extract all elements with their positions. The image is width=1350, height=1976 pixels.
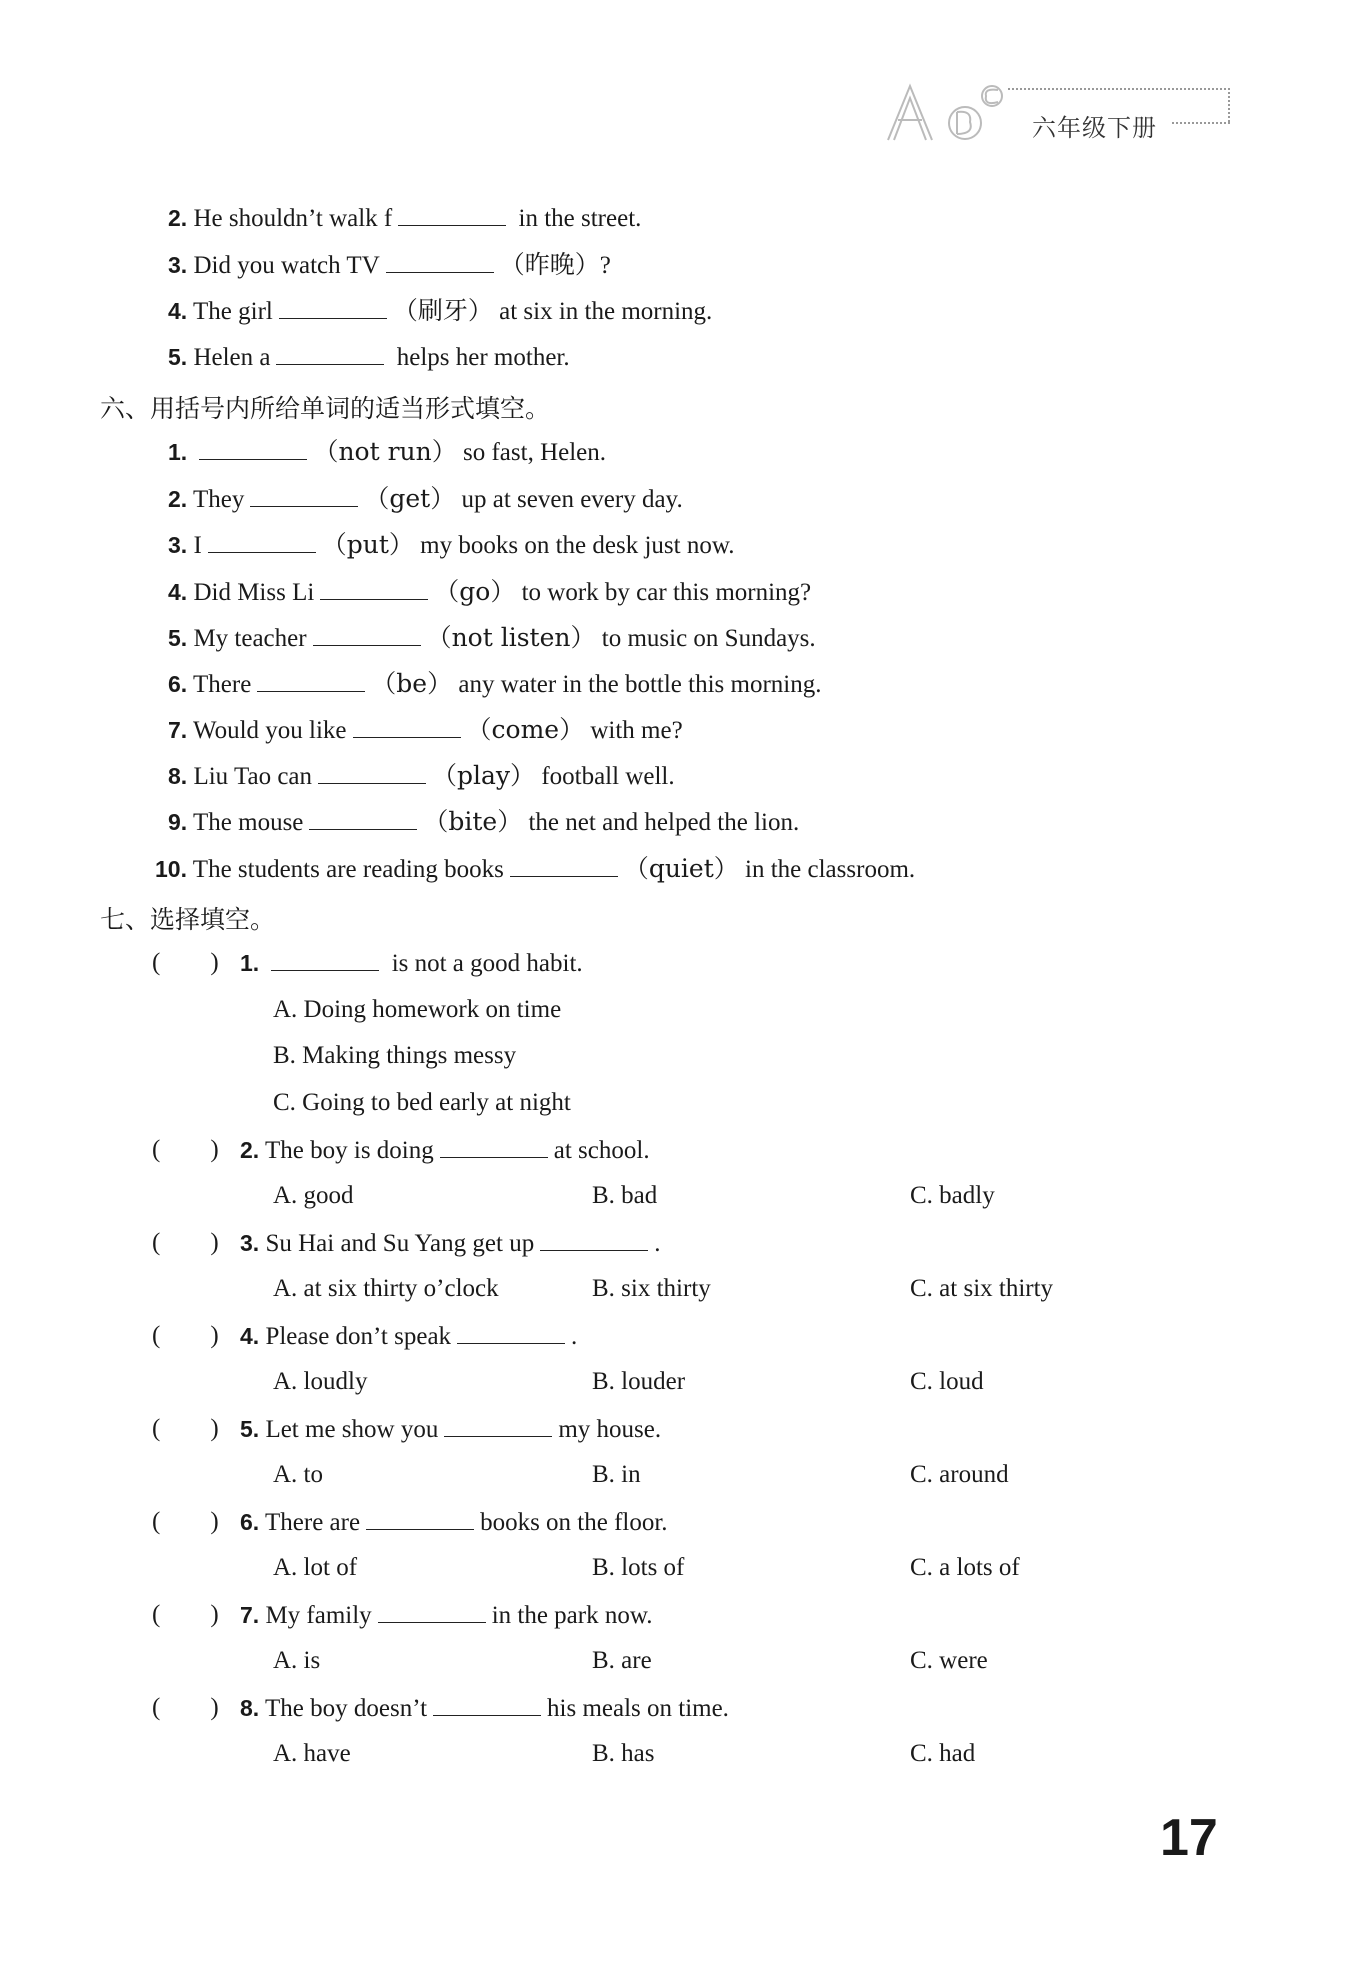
answer-blank[interactable]	[257, 669, 365, 692]
item-text: Please don’t speak	[265, 1323, 452, 1350]
item-number: 6	[168, 671, 181, 697]
answer-blank[interactable]	[276, 342, 384, 365]
item-text: Helen a	[193, 344, 271, 371]
question-number: 7.	[240, 1602, 260, 1628]
question-stem	[240, 1413, 661, 1446]
page-header	[880, 78, 1240, 148]
answer-blank[interactable]	[320, 577, 428, 600]
item-text: Would you like	[193, 717, 347, 744]
item-text: ?	[599, 252, 611, 279]
header-dotted-rule	[1228, 88, 1230, 122]
option-a[interactable]: A. at six thirty o’clock	[273, 1275, 499, 1302]
list-item: 9. The mouse （bite） the net and helped the lion.	[168, 807, 800, 836]
item-text: The students are reading books	[192, 856, 504, 883]
option-c[interactable]: C. badly	[910, 1182, 995, 1209]
hint-text: （play）	[432, 761, 536, 790]
hint-text: （bite）	[423, 807, 523, 836]
item-text: so fast, Helen.	[463, 439, 607, 466]
item-text: Let me show you	[265, 1416, 439, 1443]
item-text: The mouse	[193, 809, 304, 836]
item-text: to work by car this morning?	[521, 579, 812, 606]
item-text: I	[193, 532, 202, 559]
item-text: to music on Sundays.	[601, 625, 816, 652]
item-number: 4	[168, 298, 181, 324]
answer-blank[interactable]	[386, 250, 494, 273]
list-item: 4. The girl （刷牙） at six in the morning.	[168, 296, 713, 325]
list-item: 5. Helen a helps her mother.	[168, 344, 570, 371]
abc-logo-icon	[880, 78, 1010, 148]
answer-blank[interactable]	[378, 1600, 486, 1623]
item-text: Did Miss Li	[193, 579, 315, 606]
item-text: at six in the morning.	[499, 298, 713, 325]
question-stem	[240, 1227, 660, 1260]
item-text: The boy doesn’t	[265, 1695, 428, 1722]
list-item: 3. Did you watch TV （昨晚）?	[168, 250, 611, 279]
item-text: football well.	[541, 763, 675, 790]
option-b[interactable]: B. louder	[592, 1368, 686, 1395]
item-text: books on the floor.	[480, 1509, 668, 1536]
option-b[interactable]: B. are	[592, 1647, 652, 1674]
question-number: 1.	[240, 950, 260, 976]
item-text: my books on the desk just now.	[420, 532, 735, 559]
answer-bracket[interactable]: ( )	[152, 949, 219, 976]
item-number: 7	[168, 717, 181, 743]
answer-blank[interactable]	[457, 1321, 565, 1344]
item-number: 5	[168, 625, 181, 651]
option-b[interactable]: B. lots of	[592, 1554, 685, 1581]
list-item: 5. My teacher （not listen） to music on Sundays.	[168, 623, 816, 652]
answer-blank[interactable]	[398, 203, 506, 226]
option-a[interactable]: A. is	[273, 1647, 321, 1674]
item-text: my house.	[558, 1416, 662, 1443]
item-number: 3	[168, 532, 181, 558]
option-c[interactable]: C. loud	[910, 1368, 984, 1395]
item-number: 8	[168, 763, 181, 789]
hint-text: （not run）	[313, 437, 457, 466]
item-number: 4	[168, 579, 181, 605]
list-item: 2. They （get） up at seven every day.	[168, 484, 683, 513]
item-text: in the classroom.	[745, 856, 916, 883]
item-text: There	[193, 671, 252, 698]
option-b[interactable]: B. in	[592, 1461, 641, 1488]
question-stem	[240, 1320, 577, 1353]
option-a[interactable]: A. to	[273, 1461, 323, 1488]
answer-blank[interactable]	[250, 484, 358, 507]
answer-blank[interactable]	[279, 296, 387, 319]
question-number: 4.	[240, 1323, 260, 1349]
answer-blank[interactable]	[208, 530, 316, 553]
answer-bracket[interactable]: ( )	[152, 1508, 219, 1535]
question-stem	[240, 1692, 729, 1725]
item-number: 10	[155, 856, 181, 882]
option-c[interactable]: C. around	[910, 1461, 1009, 1488]
answer-blank[interactable]	[540, 1228, 648, 1251]
hint-text: （be）	[371, 669, 453, 698]
hint-text: （go）	[434, 577, 516, 606]
answer-blank[interactable]	[271, 948, 379, 971]
header-dotted-rule	[1008, 88, 1230, 90]
question-stem	[240, 1599, 653, 1632]
option-a[interactable]: A. loudly	[273, 1368, 368, 1395]
item-text: the net and helped the lion.	[528, 809, 800, 836]
item-text: My family	[265, 1602, 372, 1629]
answer-bracket[interactable]: ( )	[152, 1415, 219, 1442]
question-stem	[240, 1506, 668, 1539]
hint-text: （not listen）	[426, 623, 596, 652]
item-text: The girl	[193, 298, 273, 325]
answer-blank[interactable]	[318, 761, 426, 784]
item-number: 5	[168, 344, 181, 370]
option-a[interactable]: A. lot of	[273, 1554, 358, 1581]
answer-blank[interactable]	[366, 1507, 474, 1530]
section-title: 六、用括号内所给单词的适当形式填空。	[100, 394, 551, 423]
list-item: 6. There （be） any water in the bottle this morning.	[168, 669, 822, 698]
item-text: My teacher	[193, 625, 307, 652]
grade-label: 六年级下册	[1032, 114, 1157, 142]
option-b[interactable]: B. six thirty	[592, 1275, 711, 1302]
list-item: 3. I （put） my books on the desk just now.	[168, 530, 735, 559]
answer-blank[interactable]	[440, 1135, 548, 1158]
item-text: at school.	[553, 1137, 650, 1164]
item-text: He shouldn’t walk f	[193, 205, 393, 232]
option-a[interactable]: A. good	[273, 1182, 354, 1209]
item-text: in the street.	[518, 205, 642, 232]
option-b[interactable]: B. bad	[592, 1182, 658, 1209]
hint-text: （刷牙）	[392, 296, 493, 325]
item-text: The boy is doing	[265, 1137, 434, 1164]
answer-bracket[interactable]: ( )	[152, 1694, 219, 1721]
question-number: 6.	[240, 1509, 260, 1535]
answer-blank[interactable]	[199, 437, 307, 460]
option-c[interactable]: C. Going to bed early at night	[273, 1089, 571, 1116]
hint-text: （get）	[364, 484, 456, 513]
item-text: up at seven every day.	[461, 486, 683, 513]
option-a[interactable]: A. have	[273, 1740, 351, 1767]
list-item: 8. Liu Tao can （play） football well.	[168, 761, 675, 790]
list-item: 2. He shouldn’t walk f in the street.	[168, 205, 642, 232]
item-text: helps her mother.	[396, 344, 570, 371]
answer-bracket[interactable]: ( )	[152, 1322, 219, 1349]
item-text: .	[571, 1323, 578, 1350]
hint-text: （昨晚）	[499, 250, 600, 279]
option-c[interactable]: C. a lots of	[910, 1554, 1020, 1581]
item-number: 2	[168, 205, 181, 231]
answer-bracket[interactable]: ( )	[152, 1601, 219, 1628]
answer-blank[interactable]	[444, 1414, 552, 1437]
list-item: 7. Would you like （come） with me?	[168, 715, 683, 744]
item-text: with me?	[590, 717, 683, 744]
question-number: 5.	[240, 1416, 260, 1442]
option-a[interactable]: A. Doing homework on time	[273, 996, 562, 1023]
answer-bracket[interactable]: ( )	[152, 1136, 219, 1163]
question-number: 2.	[240, 1137, 260, 1163]
hint-text: （put）	[321, 530, 414, 559]
question-number: 8.	[240, 1695, 260, 1721]
question-number: 3.	[240, 1230, 260, 1256]
item-text: any water in the bottle this morning.	[458, 671, 822, 698]
item-text: in the park now.	[491, 1602, 653, 1629]
question-stem	[240, 947, 583, 980]
item-text: Su Hai and Su Yang get up	[265, 1230, 535, 1257]
hint-text: （come）	[466, 715, 585, 744]
section-title: 七、选择填空。	[100, 905, 276, 934]
item-number: 3	[168, 252, 181, 278]
answer-bracket[interactable]: ( )	[152, 1229, 219, 1256]
answer-blank[interactable]	[313, 623, 421, 646]
answer-blank[interactable]	[433, 1693, 541, 1716]
item-number: 9	[168, 809, 181, 835]
option-b[interactable]: B. has	[592, 1740, 655, 1767]
answer-blank[interactable]	[510, 854, 618, 877]
list-item: 1. （not run） so fast, Helen.	[168, 437, 607, 466]
item-number: 1	[168, 439, 181, 465]
answer-blank[interactable]	[309, 807, 417, 830]
question-stem	[240, 1134, 650, 1167]
item-text: Liu Tao can	[193, 763, 313, 790]
item-text: There are	[265, 1509, 361, 1536]
item-number: 2	[168, 486, 181, 512]
header-dotted-rule	[1172, 122, 1230, 124]
item-text: Did you watch TV	[193, 252, 380, 279]
item-text: is not a good habit.	[391, 950, 583, 977]
item-text: .	[654, 1230, 661, 1257]
page-number: 17	[1160, 1809, 1218, 1867]
option-b[interactable]: B. Making things messy	[273, 1042, 517, 1069]
list-item: 4. Did Miss Li （go） to work by car this morning?	[168, 577, 812, 606]
item-text: his meals on time.	[547, 1695, 729, 1722]
option-c[interactable]: C. had	[910, 1740, 976, 1767]
hint-text: （quiet）	[623, 854, 739, 883]
answer-blank[interactable]	[353, 715, 461, 738]
list-item: 10. The students are reading books （quiet） in the classroom.	[155, 854, 916, 883]
option-c[interactable]: C. were	[910, 1647, 988, 1674]
option-c[interactable]: C. at six thirty	[910, 1275, 1054, 1302]
item-text: They	[193, 486, 245, 513]
